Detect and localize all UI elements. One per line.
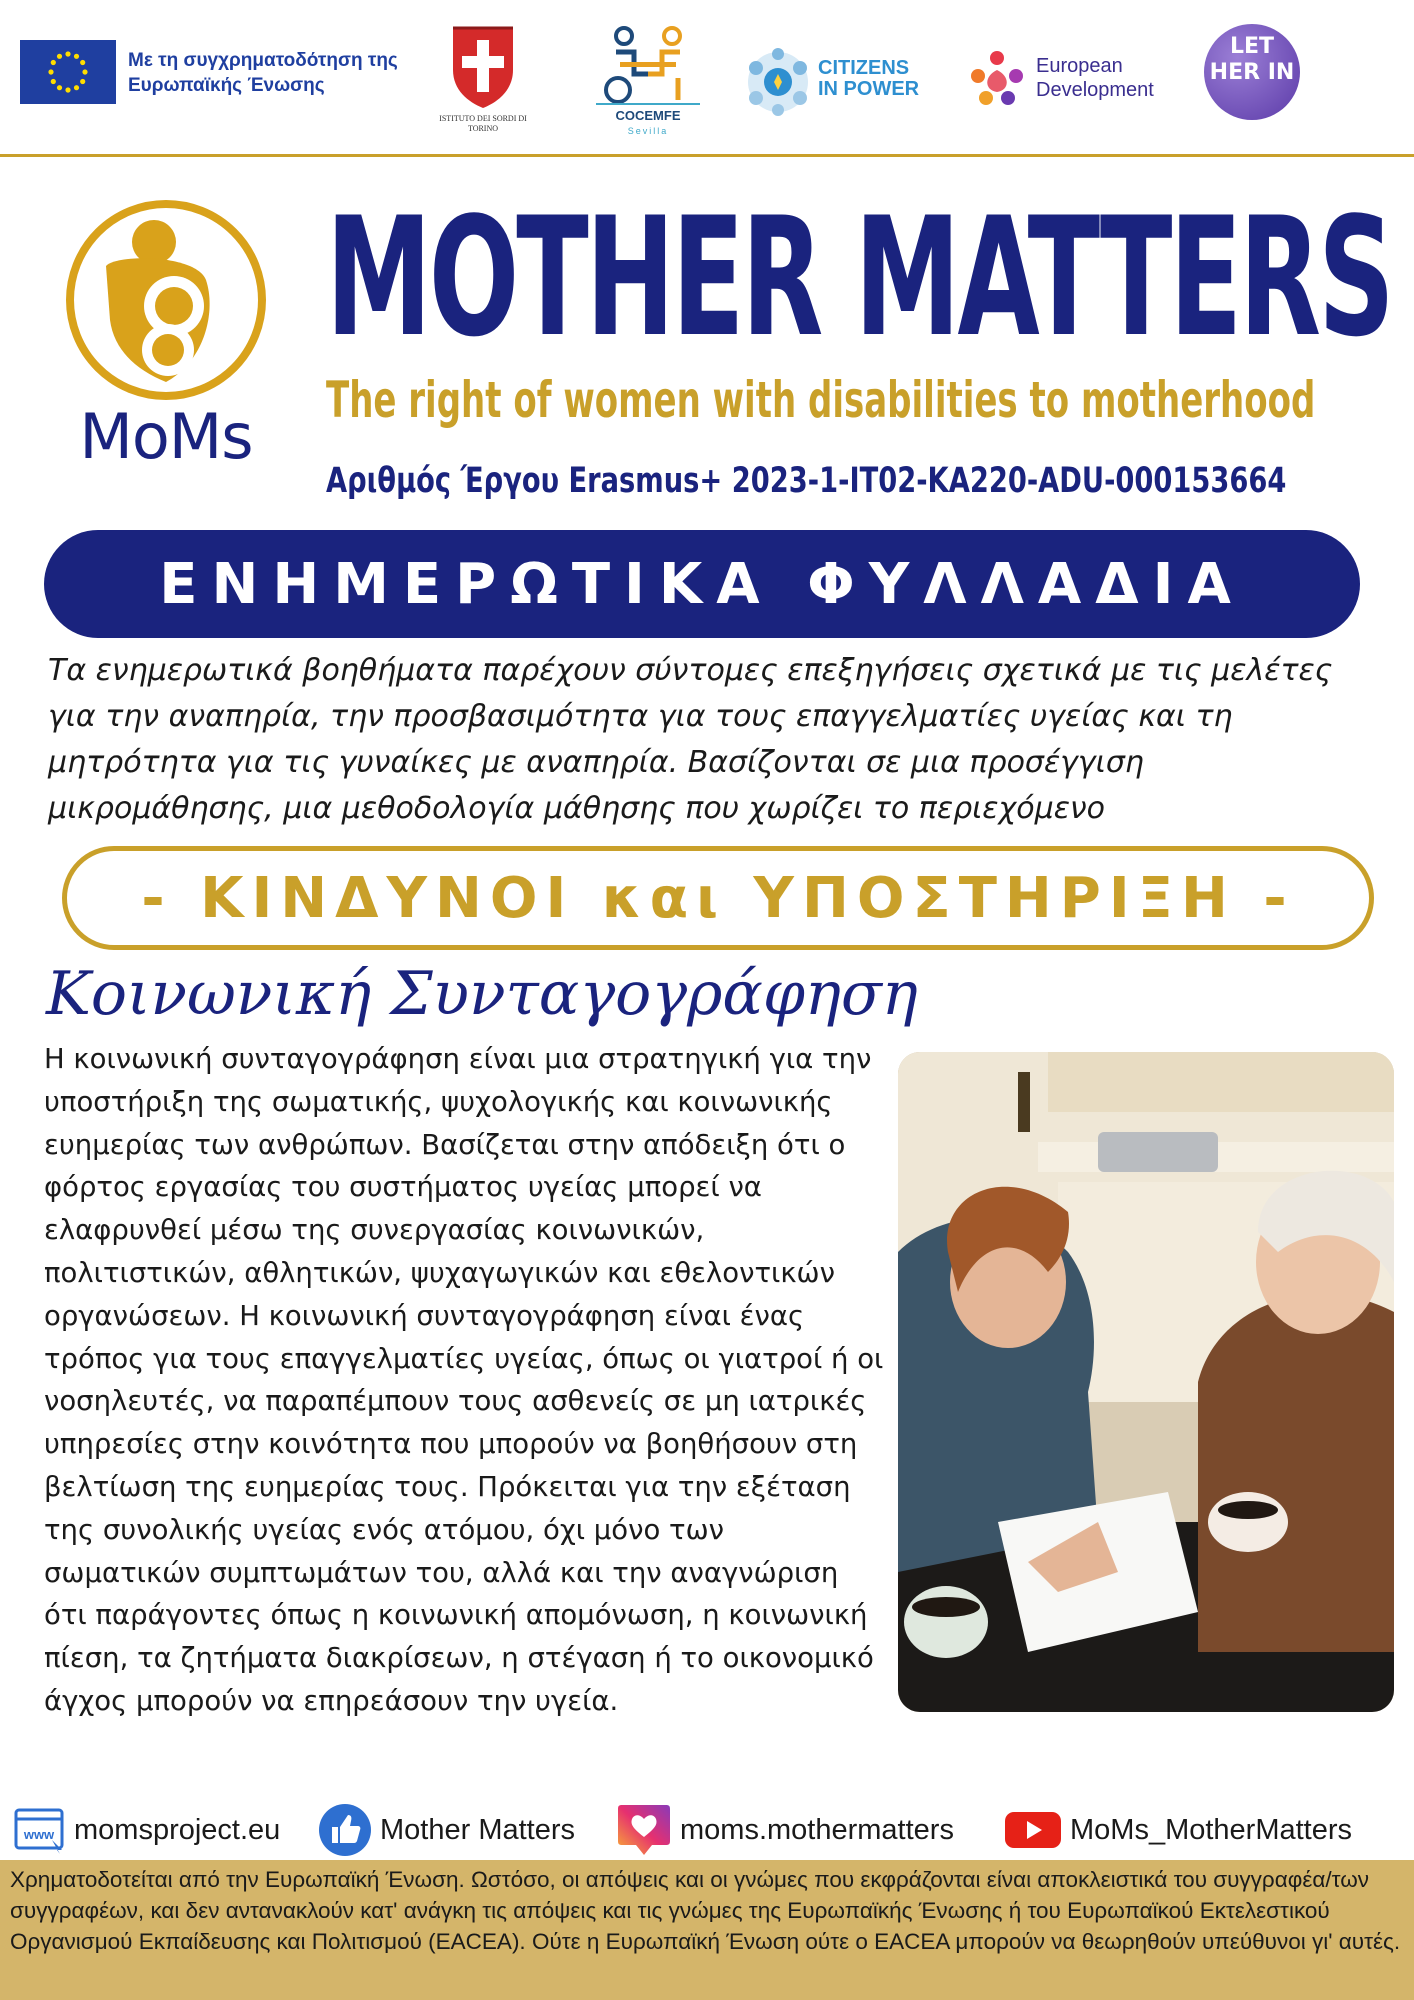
mother-child-icon [56, 200, 276, 400]
project-number: Αριθμός Έργου Erasmus+ 2023-1-IT02-KA220-ADU-000153664 [326, 461, 1287, 501]
article-title: Κοινωνική Συνταγογράφηση [46, 959, 918, 1029]
cocemfe-name: COCEMFE [615, 108, 681, 123]
facebook-link[interactable] [318, 1802, 608, 1858]
website-icon-label: www [23, 1827, 55, 1842]
torino-caption: ISTITUTO DEI SORDI DI TORINO [439, 114, 527, 133]
banner-label: ΕΝΗΜΕΡΩΤΙΚΑ ΦΥΛΛΑΔΙΑ [159, 551, 1245, 617]
page-subtitle: The right of women with disabilities to motherhood [326, 371, 1316, 429]
european-name: European Development [1036, 55, 1154, 101]
lether-name: LET HER IN [1209, 34, 1295, 85]
cocemfe-city: Sevilla [627, 126, 669, 136]
eu-flag-logo [20, 40, 116, 104]
citizens-name: CITIZENS IN POWER [818, 57, 920, 100]
leaflets-banner [44, 530, 1360, 638]
istituto-sordi-torino-logo [438, 22, 528, 140]
citizens-in-power-logo [742, 46, 922, 118]
page-title: MOTHER MATTERS [326, 182, 1392, 373]
website-text: momsproject.eu [74, 1813, 281, 1846]
people-table-icon [590, 24, 706, 108]
european-development-logo [964, 46, 1184, 118]
nurse-patient-photo [898, 1052, 1394, 1712]
facebook-text: Mother Matters [380, 1813, 575, 1846]
youtube-text: MoMs_MotherMatters [1070, 1813, 1353, 1846]
website-icon [14, 1806, 66, 1854]
funding-disclaimer: Χρηματοδοτείται από την Ευρωπαϊκή Ένωση. Ωστόσο, οι απόψεις και οι γνώμες που εκφράζονται είναι αποκλειστικά του συγγραφέα/των συγγραφέων, και δεν αντανακλούν κατ' ανάγκη τις απόψεις και τις γνώμες της Ευρωπαϊκής Ένωσης ή του Ευρωπαϊκού Εκτελεστικού Οργανισμού Εκπαίδευσης και Πολιτισμού (EACEA). Ούτε η Ευρωπαϊκή Ένωση ούτε ο EACEA μπορούν να θεωρηθούν υπεύθυνοι γι' αυτές. [0, 1860, 1414, 2000]
eu-funding-text: Με τη συγχρηματοδότηση της Ευρωπαϊκής Ένωσης [128, 50, 398, 96]
instagram-heart-icon [616, 1803, 672, 1857]
header-divider [0, 154, 1414, 157]
partner-logo-bar [0, 0, 1414, 158]
eu-stars-icon [20, 40, 116, 104]
section-label: - ΚΙΝΔΥΝΟΙ και ΥΠΟΣΤΗΡΙΞΗ - [141, 865, 1295, 931]
youtube-icon [1004, 1810, 1062, 1850]
photo-illustration [898, 1052, 1394, 1712]
instagram-link[interactable] [616, 1802, 996, 1858]
website-link[interactable] [14, 1802, 314, 1858]
article-body: Η κοινωνική συνταγογράφηση είναι μια στρατηγική για την υποστήριξη της σωματικής, ψυχολογικής και κοινωνικής ευημερίας των ανθρώπων. Βασίζεται στην απόδειξη ότι ο φόρτος εργασίας του συστήματος υγείας μπορεί να ελαφρυνθεί μέσω της συνεργασίας κοινωνικών, πολιτιστικών, αθλητικών, ψυχαγωγικών και εθελοντικών οργανώσεων. Η κοινωνική συνταγογράφηση είναι ένας τρόπος για τους επαγγελματίες υγείας, όπως οι γιατροί ή οι νοσηλευτές, να παραπέμπουν τους ασθενείς σε μη ιατρικές υπηρεσίες στην κοινότητα που μπορούν να βοηθήσουν στη βελτίωση της ευημερίας τους. Πρόκειται για την εξέταση της συνολικής υγείας ενός ατόμου, όχι μόνο των σωματικών συμπτωμάτων του, αλλά και την αναγνώριση ότι παράγοντες όπως η κοινωνική απομόνωση, η κοινωνική πίεση, τα ζητήματα διακρίσεων, η στέγαση ή το οικονομικό άγχος μπορούν να επηρεάσουν την υγεία. [44, 1043, 884, 1717]
let-her-in-logo [1204, 24, 1300, 120]
instagram-text: moms.mothermatters [680, 1813, 954, 1846]
cocemfe-logo [590, 24, 706, 140]
moms-label: MoMs [79, 400, 253, 473]
intro-paragraph: Τα ενημερωτικά βοηθήματα παρέχουν σύντομες επεξηγήσεις σχετικά με τις μελέτες για την αναπηρία, την προσβασιμότητα για τους επαγγελματίες υγείας και τη μητρότητα για τις γυναίκες με αναπηρία. Βασίζονται σε μια προσέγγιση μικρομάθησης, μια μεθοδολογία μάθησης που χωρίζει το περιεχόμενο [48, 653, 1333, 826]
section-heading-box [62, 846, 1374, 950]
youtube-link[interactable] [1004, 1802, 1404, 1858]
contact-bar [0, 1802, 1414, 1858]
shield-cross-icon [438, 22, 528, 112]
network-icon [742, 46, 814, 118]
thumbs-up-icon [318, 1803, 372, 1857]
moms-logo [56, 200, 276, 490]
people-circle-icon [964, 46, 1030, 112]
